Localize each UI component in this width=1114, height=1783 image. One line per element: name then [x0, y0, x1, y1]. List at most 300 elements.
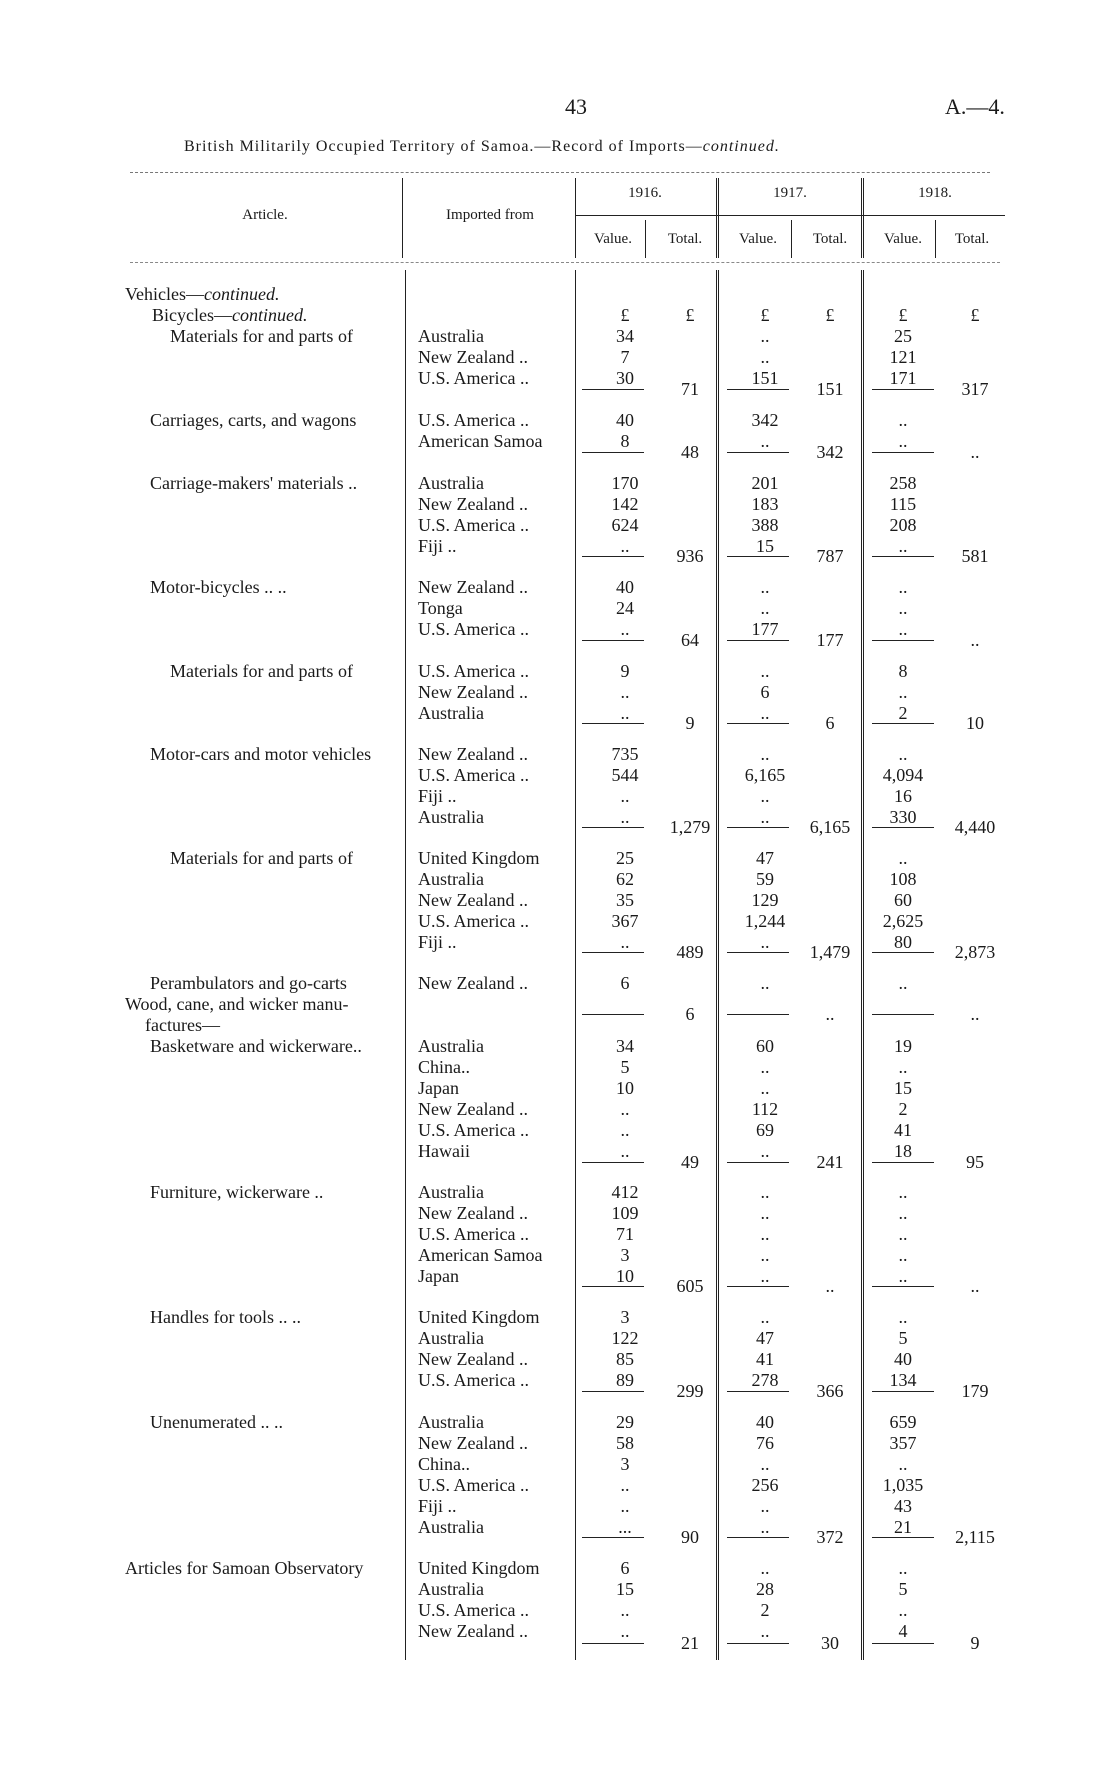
divider-1916 — [716, 178, 719, 258]
row-article — [125, 890, 405, 911]
divider-article — [402, 178, 403, 258]
header-total-1918: Total. — [954, 231, 990, 247]
value-v17: 15 — [756, 536, 774, 556]
subtotal-rule — [582, 1391, 644, 1392]
row-source: Australia — [418, 703, 484, 723]
value-v17: 201 — [751, 473, 779, 493]
value-v16: 15 — [616, 1579, 634, 1599]
value-v17: 183 — [751, 494, 779, 514]
value-v16: 6 — [620, 1558, 630, 1578]
value-v16: 85 — [616, 1349, 634, 1369]
value-v17: .. — [760, 1141, 770, 1161]
value-v18: 5 — [898, 1328, 908, 1348]
value-v16: 29 — [616, 1412, 634, 1432]
total-t16: 9 — [685, 713, 695, 733]
row-source: Hawaii — [418, 1141, 470, 1161]
row-article — [125, 1433, 405, 1454]
value-v17: .. — [760, 326, 770, 346]
row-source: Australia — [418, 869, 484, 889]
value-v18: 659 — [889, 1412, 917, 1432]
value-v17: 388 — [751, 515, 779, 535]
total-t18: 2,873 — [954, 942, 996, 962]
value-v17: 342 — [751, 410, 779, 430]
subtotal-rule — [582, 640, 644, 641]
subtotal-rule — [872, 1286, 934, 1287]
divider-1918-inner — [935, 220, 936, 258]
value-v17: .. — [760, 1078, 770, 1098]
header-total-1916: Total. — [667, 231, 703, 247]
total-t18: 4,440 — [954, 817, 996, 837]
value-v17: 40 — [756, 1412, 774, 1432]
value-v16: 412 — [611, 1182, 639, 1202]
subtotal-rule — [727, 452, 789, 453]
row-source: U.S. America .. — [418, 1600, 529, 1620]
value-v18: .. — [898, 1203, 908, 1223]
value-v16: 40 — [616, 577, 634, 597]
row-article — [125, 1141, 405, 1162]
value-v16: 122 — [611, 1328, 639, 1348]
value-v17: 76 — [756, 1433, 774, 1453]
value-v17: .. — [760, 1266, 770, 1286]
subtotal-rule — [872, 556, 934, 557]
subtotal-rule — [872, 389, 934, 390]
row-source: Japan — [418, 1266, 459, 1286]
body-divider-1917 — [861, 270, 864, 1660]
value-v16: ... — [618, 1517, 632, 1537]
row-source: Australia — [418, 473, 484, 493]
subtotal-rule — [872, 952, 934, 953]
subtotal-rule — [727, 556, 789, 557]
value-v16: .. — [620, 807, 630, 827]
value-v16: .. — [620, 1621, 630, 1641]
value-v17: .. — [760, 1454, 770, 1474]
subtotal-rule — [727, 1014, 789, 1015]
header-value-1918: Value. — [884, 231, 922, 247]
value-v17: .. — [760, 1621, 770, 1641]
total-t16: 299 — [676, 1381, 704, 1401]
divider-source — [575, 178, 576, 258]
row-source: Fiji .. — [418, 786, 457, 806]
value-v16: 35 — [616, 890, 634, 910]
row-source: United Kingdom — [418, 848, 540, 868]
total-t18: 2,115 — [955, 1527, 995, 1547]
row-article: Articles for Samoan Observatory — [125, 1558, 364, 1578]
value-v17: 69 — [756, 1120, 774, 1140]
divider-1916-inner — [645, 220, 646, 258]
row-source: New Zealand .. — [418, 1621, 528, 1641]
subtotal-rule — [582, 1286, 644, 1287]
row-article — [125, 1328, 405, 1349]
row-article — [125, 1454, 405, 1475]
subtotal-rule — [582, 723, 644, 724]
value-v18: 2 — [898, 1099, 908, 1119]
header-year-1916: 1916. — [628, 185, 662, 201]
row-article — [125, 1370, 405, 1391]
row-source: Tonga — [418, 598, 463, 618]
value-v18: .. — [898, 431, 908, 451]
value-v18: 4,094 — [882, 765, 924, 785]
subtotal-rule — [582, 556, 644, 557]
value-v18: 15 — [894, 1078, 912, 1098]
total-t16: 489 — [676, 942, 704, 962]
body-divider-source — [575, 270, 576, 1660]
value-v17: .. — [760, 973, 770, 993]
row-source: Australia — [418, 326, 484, 346]
value-v17: 151 — [751, 368, 779, 388]
row-source: Australia — [418, 1328, 484, 1348]
value-v18: .. — [898, 1266, 908, 1286]
value-v18: 16 — [894, 786, 912, 806]
row-source: U.S. America .. — [418, 661, 529, 681]
row-article — [125, 1496, 405, 1517]
row-article — [125, 786, 405, 807]
value-v18: .. — [898, 536, 908, 556]
row-article: Motor-cars and motor vehicles — [150, 744, 372, 764]
row-article — [125, 807, 405, 828]
total-t17: 342 — [816, 442, 844, 462]
value-v16: 24 — [616, 598, 634, 618]
row-article — [125, 1224, 405, 1245]
currency-v18: £ — [898, 305, 908, 325]
value-v17: .. — [760, 1245, 770, 1265]
value-v17: 177 — [751, 619, 779, 639]
subtotal-rule — [582, 452, 644, 453]
section-bicycles-continued: continued. — [231, 305, 308, 325]
value-v18: .. — [898, 1057, 908, 1077]
row-article: Wood, cane, and wicker manu- — [125, 994, 349, 1014]
value-v17: .. — [760, 1182, 770, 1202]
subtotal-rule — [582, 389, 644, 390]
value-v16: .. — [620, 682, 630, 702]
value-v16: 544 — [611, 765, 639, 785]
value-v17: .. — [760, 661, 770, 681]
row-source: U.S. America .. — [418, 619, 529, 639]
divider-1917 — [861, 178, 864, 258]
section-vehicles-label: Vehicles— — [125, 284, 204, 304]
value-v16: 10 — [616, 1078, 634, 1098]
row-source: U.S. America .. — [418, 765, 529, 785]
row-source: Australia — [418, 1036, 484, 1056]
subtotal-rule — [727, 827, 789, 828]
row-source: Australia — [418, 1579, 484, 1599]
total-t17: 366 — [816, 1381, 844, 1401]
value-v16: .. — [620, 1099, 630, 1119]
value-v16: .. — [620, 536, 630, 556]
subtotal-rule — [727, 1391, 789, 1392]
value-v16: 34 — [616, 326, 634, 346]
row-article: Handles for tools .. .. — [150, 1307, 301, 1327]
header-article: Article. — [242, 207, 288, 223]
title-main: British Militarily Occupied Territory of Samoa.—Record of Imports— — [184, 138, 703, 155]
subtotal-rule — [727, 952, 789, 953]
value-v17: .. — [760, 577, 770, 597]
row-source: China.. — [418, 1454, 470, 1474]
value-v17: .. — [760, 347, 770, 367]
divider-1917-inner — [791, 220, 792, 258]
total-t16: 21 — [681, 1633, 699, 1653]
row-article — [125, 1078, 405, 1099]
row-article — [125, 1245, 405, 1266]
section-vehicles — [125, 284, 405, 305]
total-t16: 64 — [681, 630, 699, 650]
value-v18: 80 — [894, 932, 912, 952]
value-v18: 21 — [894, 1517, 912, 1537]
value-v18: 41 — [894, 1120, 912, 1140]
subtotal-rule — [872, 723, 934, 724]
subtotal-rule — [872, 1162, 934, 1163]
value-v17: .. — [760, 932, 770, 952]
value-v17: .. — [760, 1517, 770, 1537]
value-v18: 5 — [898, 1579, 908, 1599]
value-v16: 25 — [616, 848, 634, 868]
value-v18: .. — [898, 1307, 908, 1327]
total-t18: .. — [970, 1276, 980, 1296]
header-value-1917: Value. — [739, 231, 777, 247]
value-v16: .. — [620, 1141, 630, 1161]
value-v18: 19 — [894, 1036, 912, 1056]
row-article: Materials for and parts of — [170, 848, 353, 868]
row-article: Unenumerated .. .. — [150, 1412, 283, 1432]
total-t18: .. — [970, 442, 980, 462]
row-source: U.S. America .. — [418, 515, 529, 535]
total-t18: .. — [970, 630, 980, 650]
row-source: New Zealand .. — [418, 1349, 528, 1369]
row-article — [125, 368, 405, 389]
value-v16: 624 — [611, 515, 639, 535]
total-t18: 95 — [966, 1152, 984, 1172]
row-source: Australia — [418, 1182, 484, 1202]
section-vehicles-continued: continued. — [203, 284, 280, 304]
row-article — [125, 1266, 405, 1287]
value-v18: 115 — [889, 494, 917, 514]
row-article: Furniture, wickerware .. — [150, 1182, 324, 1202]
value-v16: 58 — [616, 1433, 634, 1453]
total-t16: 605 — [676, 1276, 704, 1296]
value-v18: 8 — [898, 661, 908, 681]
value-v18: 43 — [894, 1496, 912, 1516]
value-v16: 40 — [616, 410, 634, 430]
total-t16: 71 — [681, 379, 699, 399]
currency-t16: £ — [685, 305, 695, 325]
row-source: U.S. America .. — [418, 1370, 529, 1390]
value-v17: 278 — [751, 1370, 779, 1390]
section-bicycles — [152, 305, 432, 326]
value-v16: 7 — [620, 347, 630, 367]
value-v18: 18 — [894, 1141, 912, 1161]
total-t17: 787 — [816, 546, 844, 566]
page-number: 43 — [565, 94, 587, 119]
value-v18: 208 — [889, 515, 917, 535]
header-year-1918: 1918. — [918, 185, 952, 201]
total-t16: 90 — [681, 1527, 699, 1547]
total-t16: 49 — [681, 1152, 699, 1172]
value-v17: .. — [760, 431, 770, 451]
value-v16: .. — [620, 1496, 630, 1516]
row-article — [125, 1579, 405, 1600]
total-t18: 10 — [966, 713, 984, 733]
row-source: American Samoa — [418, 431, 543, 451]
row-source: U.S. America .. — [418, 1224, 529, 1244]
total-t18: 9 — [970, 1633, 980, 1653]
value-v16: 71 — [616, 1224, 634, 1244]
value-v16: .. — [620, 932, 630, 952]
row-article — [125, 703, 405, 724]
subtotal-rule — [582, 1014, 644, 1015]
row-source: U.S. America .. — [418, 410, 529, 430]
value-v17: .. — [760, 807, 770, 827]
total-t17: 372 — [816, 1527, 844, 1547]
value-v16: 34 — [616, 1036, 634, 1056]
row-article — [125, 1099, 405, 1120]
total-t17: 1,479 — [809, 942, 851, 962]
value-v17: .. — [760, 786, 770, 806]
row-article — [125, 765, 405, 786]
value-v17: 1,244 — [744, 911, 786, 931]
header-top-rule — [130, 172, 990, 173]
row-article — [125, 911, 405, 932]
value-v18: 171 — [889, 368, 917, 388]
value-v16: 3 — [620, 1454, 630, 1474]
row-source: U.S. America .. — [418, 911, 529, 931]
total-t16: 48 — [681, 442, 699, 462]
row-source: New Zealand .. — [418, 890, 528, 910]
row-source: U.S. America .. — [418, 1475, 529, 1495]
value-v17: 47 — [756, 1328, 774, 1348]
row-article — [125, 1057, 405, 1078]
row-article — [125, 869, 405, 890]
value-v16: .. — [620, 1475, 630, 1495]
row-article: Motor-bicycles .. .. — [150, 577, 287, 597]
value-v16: 367 — [611, 911, 639, 931]
value-v18: .. — [898, 744, 908, 764]
subtotal-rule — [582, 1537, 644, 1538]
row-article: Carriages, carts, and wagons — [150, 410, 357, 430]
row-source: Fiji .. — [418, 536, 457, 556]
value-v18: 25 — [894, 326, 912, 346]
total-t17: 6,165 — [809, 817, 851, 837]
subtotal-rule — [872, 452, 934, 453]
subtotal-rule — [872, 1643, 934, 1644]
value-v17: .. — [760, 1203, 770, 1223]
row-article — [125, 1120, 405, 1141]
subtotal-rule — [727, 1643, 789, 1644]
value-v17: 2 — [760, 1600, 770, 1620]
currency-v16: £ — [620, 305, 630, 325]
value-v16: .. — [620, 619, 630, 639]
value-v18: 357 — [889, 1433, 917, 1453]
row-source — [418, 994, 558, 1015]
value-v16: 8 — [620, 431, 630, 451]
value-v17: 112 — [751, 1099, 779, 1119]
row-article: Materials for and parts of — [170, 326, 353, 346]
row-article: Perambulators and go-carts — [150, 973, 347, 993]
value-v16: 170 — [611, 473, 639, 493]
total-t17: 177 — [816, 630, 844, 650]
subtotal-rule — [727, 640, 789, 641]
value-v18: .. — [898, 1182, 908, 1202]
value-v18: 1,035 — [882, 1475, 924, 1495]
value-v18: .. — [898, 410, 908, 430]
value-v18: .. — [898, 682, 908, 702]
row-article — [125, 431, 405, 452]
value-v17: .. — [760, 1558, 770, 1578]
value-v17: .. — [760, 598, 770, 618]
row-source — [418, 1015, 558, 1036]
value-v18: .. — [898, 577, 908, 597]
total-t17: 151 — [816, 379, 844, 399]
subtotal-rule — [582, 827, 644, 828]
value-v16: 10 — [616, 1266, 634, 1286]
row-source: Australia — [418, 1517, 484, 1537]
row-source: New Zealand .. — [418, 973, 528, 993]
value-v16: .. — [620, 786, 630, 806]
row-article — [125, 619, 405, 640]
value-v18: 2 — [898, 703, 908, 723]
body-divider-1916 — [716, 270, 719, 1660]
subtotal-rule — [872, 1537, 934, 1538]
value-v18: .. — [898, 1600, 908, 1620]
value-v16: 3 — [620, 1245, 630, 1265]
total-t18: .. — [970, 1004, 980, 1024]
value-v16: 5 — [620, 1057, 630, 1077]
value-v17: .. — [760, 1057, 770, 1077]
value-v17: 129 — [751, 890, 779, 910]
row-article: Materials for and parts of — [170, 661, 353, 681]
row-source: New Zealand .. — [418, 494, 528, 514]
subtotal-rule — [582, 952, 644, 953]
subtotal-rule — [727, 389, 789, 390]
value-v16: 142 — [611, 494, 639, 514]
value-v18: 108 — [889, 869, 917, 889]
total-t17: .. — [825, 1004, 835, 1024]
value-v17: .. — [760, 1496, 770, 1516]
value-v18: .. — [898, 973, 908, 993]
total-t17: 241 — [816, 1152, 844, 1172]
currency-t18: £ — [970, 305, 980, 325]
subtotal-rule — [727, 723, 789, 724]
header-year-rule — [575, 215, 1005, 216]
row-source: U.S. America .. — [418, 1120, 529, 1140]
total-t18: 581 — [961, 546, 989, 566]
value-v17: .. — [760, 1224, 770, 1244]
value-v17: .. — [760, 1307, 770, 1327]
subtotal-rule — [727, 1286, 789, 1287]
total-t16: 6 — [685, 1004, 695, 1024]
value-v17: 59 — [756, 869, 774, 889]
row-source: Australia — [418, 807, 484, 827]
subtotal-rule — [727, 1162, 789, 1163]
total-t16: 1,279 — [669, 817, 711, 837]
row-article — [125, 494, 405, 515]
total-t16: 936 — [676, 546, 704, 566]
row-source: New Zealand .. — [418, 1099, 528, 1119]
value-v16: 109 — [611, 1203, 639, 1223]
value-v17: .. — [760, 744, 770, 764]
section-bicycles-label: Bicycles— — [152, 305, 232, 325]
row-article — [125, 598, 405, 619]
row-source: New Zealand .. — [418, 744, 528, 764]
value-v18: .. — [898, 1224, 908, 1244]
value-v17: 47 — [756, 848, 774, 868]
row-article — [125, 1621, 405, 1642]
currency-t17: £ — [825, 305, 835, 325]
row-source: Fiji .. — [418, 1496, 457, 1516]
row-source: New Zealand .. — [418, 347, 528, 367]
value-v16: 9 — [620, 661, 630, 681]
row-source: U.S. America .. — [418, 368, 529, 388]
subtotal-rule — [872, 1014, 934, 1015]
value-v16: 6 — [620, 973, 630, 993]
